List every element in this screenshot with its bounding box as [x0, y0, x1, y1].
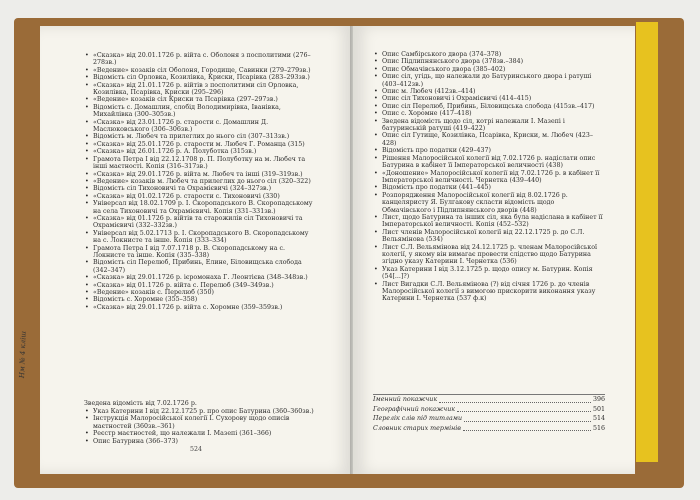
- index-row: [373, 414, 605, 424]
- index-page-number: 514: [592, 415, 605, 423]
- entry-item: • Грамота Петра І від 7.07.1718 р. В. Скоропадському на с. Локнисте та інше. Копія (335–338): [84, 245, 314, 260]
- entry-item: • «Сказка» від 26.01.1726 р. А. Полуботка (315зв.): [84, 148, 314, 155]
- left-page: [40, 26, 353, 474]
- page-number: 524: [190, 446, 203, 453]
- entry-item: • «Сказка» від 29.01.1726 р. війта с. Хоромне (359–359зв.): [84, 304, 314, 311]
- entry-item: • «Сказка» від 21.01.1726 р. війтів з посполитими сіл Орловка, Козилівка, Псарівка, Криски (295–296): [84, 82, 314, 97]
- entry-item: • Опис сіл Перелюб, Прибинь, Біловищська слобода (415зв.–417): [373, 103, 605, 110]
- entry-item: • Відомість м. Любеч та прилеглих до нього сіл (307–313зв.): [84, 133, 314, 140]
- entry-item: • Указ Катерини І від 3.12.1725 р. щодо опису м. Батурин. Копія (54[...]?): [373, 266, 605, 281]
- entry-item: • «Сказка» від 29.01.1726 р. війта м. Любеч та інші (319–319зв.): [84, 171, 314, 178]
- entry-item: • Опис м. Любеч (412зв.–414): [373, 88, 605, 95]
- entry-item: • Опис с. Хоромне (417–418): [373, 110, 605, 117]
- entry-item: • Універсал від 5.02.1713 р. І. Скоропадського В. Скоропадському на с. Локнисте та інше. Копія (333–334): [84, 230, 314, 245]
- index-leader-dots: [457, 405, 591, 413]
- entry-item: • Опис сіл, угідь, що належали до Батуринського двора і ратуші (403–412зв.): [373, 73, 605, 88]
- index-row: [373, 405, 605, 415]
- index-page-number: 501: [592, 405, 605, 413]
- entry-item: • «Ведение» козаків м. Любеч та прилеглих до нього сіл (320–322): [84, 178, 314, 185]
- entry-item: • Відомість про податки (441–445): [373, 184, 605, 191]
- right-page: [353, 26, 635, 474]
- index-page-number: 516: [592, 424, 605, 432]
- entry-item: • Лист, щодо Батурина та інших сіл, яка була надіслана в кабінет її Імператорської величності. Копія (452–532): [373, 214, 605, 229]
- entry-item: • Лист членів Малоросійської колегії від 22.12.1725 р. до С.Л. Вельямінова (534): [373, 229, 605, 244]
- index-label: Географічний покажчик: [373, 405, 456, 413]
- entry-item: • Відомість сіл Орловка, Козилівка, Криски, Псарівка (283–293зв.): [84, 74, 314, 81]
- entry-item: • «Сказка» від 01.1726 р. війтів та старожилів сіл Тихоновичі та Охрамієвичі (332–332зв.): [84, 215, 314, 230]
- entry-item: • Рішення Малоросійської колегії від 7.02.1726 р. надіслати опис Батурина в кабінет її Імператорської величності (438): [373, 155, 605, 170]
- entry-item: • Указ Катерини І від 22.12.1725 р. про опис Батурина (360–360зв.): [84, 408, 314, 415]
- entry-item: • Інструкція Малоросійської колегії І. Сухорову щодо описів маєтностей (360зв.–361): [84, 415, 314, 430]
- entry-item: • «Ведение» козаків сіл Оболоня, Городище, Савинки (279–279зв.): [84, 67, 314, 74]
- index-leader-dots: [464, 414, 591, 422]
- entry-item: • Лист С.Л. Вельямінова від 24.12.1725 р. членам Малоросійської колегії, у якому він вимагає провести слідство щодо Батурина згідно указу Катерини І. Чернетка (536): [373, 244, 605, 266]
- index-label: Словник старих термінів: [373, 424, 461, 432]
- entry-item: • «Сказка» від 01.1726 р. війта с. Перелюб (349–349зв.): [84, 282, 314, 289]
- entry-item: • Відомість про податки (429–437): [373, 147, 605, 154]
- right-entry-list: [373, 51, 605, 303]
- left-entry-list: [84, 52, 314, 311]
- entry-item: • Розпорядження Малоросійської колегії від 8.02.1726 р. канцеляристу Я. Булгакову скласти відомість щодо Обмачівського і Підлипнянського дворів (448): [373, 192, 605, 214]
- index-label: Перелік слів під титлами: [373, 415, 463, 423]
- entry-item: • «Сказка» від 25.01.1726 р. старости м. Любеч Г. Романца (315): [84, 141, 314, 148]
- entry-item: • «Ведение» козаків сіл Криски та Псарівка (297–297зв.): [84, 96, 314, 103]
- index-leader-dots: [463, 424, 591, 432]
- entry-item: • «Сказка» від 23.01.1726 р. старости с. Домашлин Д. Маслюковського (306–306зв.): [84, 119, 314, 134]
- yellow-bookmark: [636, 22, 658, 462]
- index-label: Іменний покажчик: [373, 396, 438, 403]
- left-subheading: Зведена відомість від 7.02.1726 р.: [84, 400, 197, 407]
- entry-item: • Опис сіл Гутище, Козилівка, Псарівка, Криски, м. Любеч (423–428): [373, 132, 605, 147]
- entry-item: • Опис сіл Тихоновичі і Охрамієвичі (414–415): [373, 95, 605, 102]
- entry-item: • Реєстр маєтностей, що належали І. Мазепі (361–366): [84, 430, 314, 437]
- entry-item: • Зведена відомість щодо сіл, котрі належали І. Мазепі і батуринській ратуші (419–422): [373, 118, 605, 133]
- entry-item: • Відомість с. Домашлин, слобід Володимирівка, Іванівка, Михайлівка (300–305зв.): [84, 104, 314, 119]
- entry-item: • Грамота Петра І від 22.12.1708 р. П. Полуботку на м. Любеч та інші маєтності. Копія (316–317зв.): [84, 156, 314, 171]
- index-page-number: 396: [592, 396, 605, 403]
- entry-item: • Опис Самбірського двора (374–378): [373, 51, 605, 58]
- left-bottom-list: [84, 408, 314, 445]
- entry-item: • «Сказка» від 01.02.1726 р. старости с. Тихоновичі (330): [84, 193, 314, 200]
- entry-item: • Опис Підлипнянського двора (378зв.–384): [373, 58, 605, 65]
- entry-item: • «Сказка» від 20.01.1726 р. війта с. Оболоня з посполитими (276–278зв.): [84, 52, 314, 67]
- entry-item: • «Доношение» Малоросійської колегії від 7.02.1726 р. в кабінет її Імператорської величності. Чернетка (439–440): [373, 170, 605, 185]
- entry-item: • Лист Вигадки С.Л. Вельямінова (?) від січня 1726 р. до членів Малоросійської колегії з вимогою прискорити виконання указу Катерини І. Чернетка (537 ф.к): [373, 281, 605, 303]
- index-row: [373, 424, 605, 434]
- entry-item: • Відомість сіл Перелюб, Прибинь, Елине, Біловищська слобода (342–347): [84, 259, 314, 274]
- entry-item: • Опис Батурина (366–373): [84, 438, 314, 445]
- index-leader-dots: [439, 395, 591, 403]
- entry-item: • Універсал від 18.02.1709 р. І. Скоропадського В. Скоропадському на села Тихоновичі та Охрамієвичі. Копія (331–331зв.): [84, 200, 314, 215]
- index-table: [373, 394, 605, 433]
- edge-annotation: Нм № 4 кліш: [18, 330, 28, 379]
- entry-item: • Відомість сіл Тихоновичі та Охрамієвичі (324–327зв.): [84, 185, 314, 192]
- entry-item: • «Ведение» козаків с. Перелюб (350): [84, 289, 314, 296]
- entry-item: • Відомість с. Хоромне (355–358): [84, 296, 314, 303]
- index-row: [373, 395, 605, 405]
- entry-item: • «Сказка» від 29.01.1726 р. ієромонаха Г. Леонтієва (348–348зв.): [84, 274, 314, 281]
- entry-item: • Опис Обмачівського двора (385–402): [373, 66, 605, 73]
